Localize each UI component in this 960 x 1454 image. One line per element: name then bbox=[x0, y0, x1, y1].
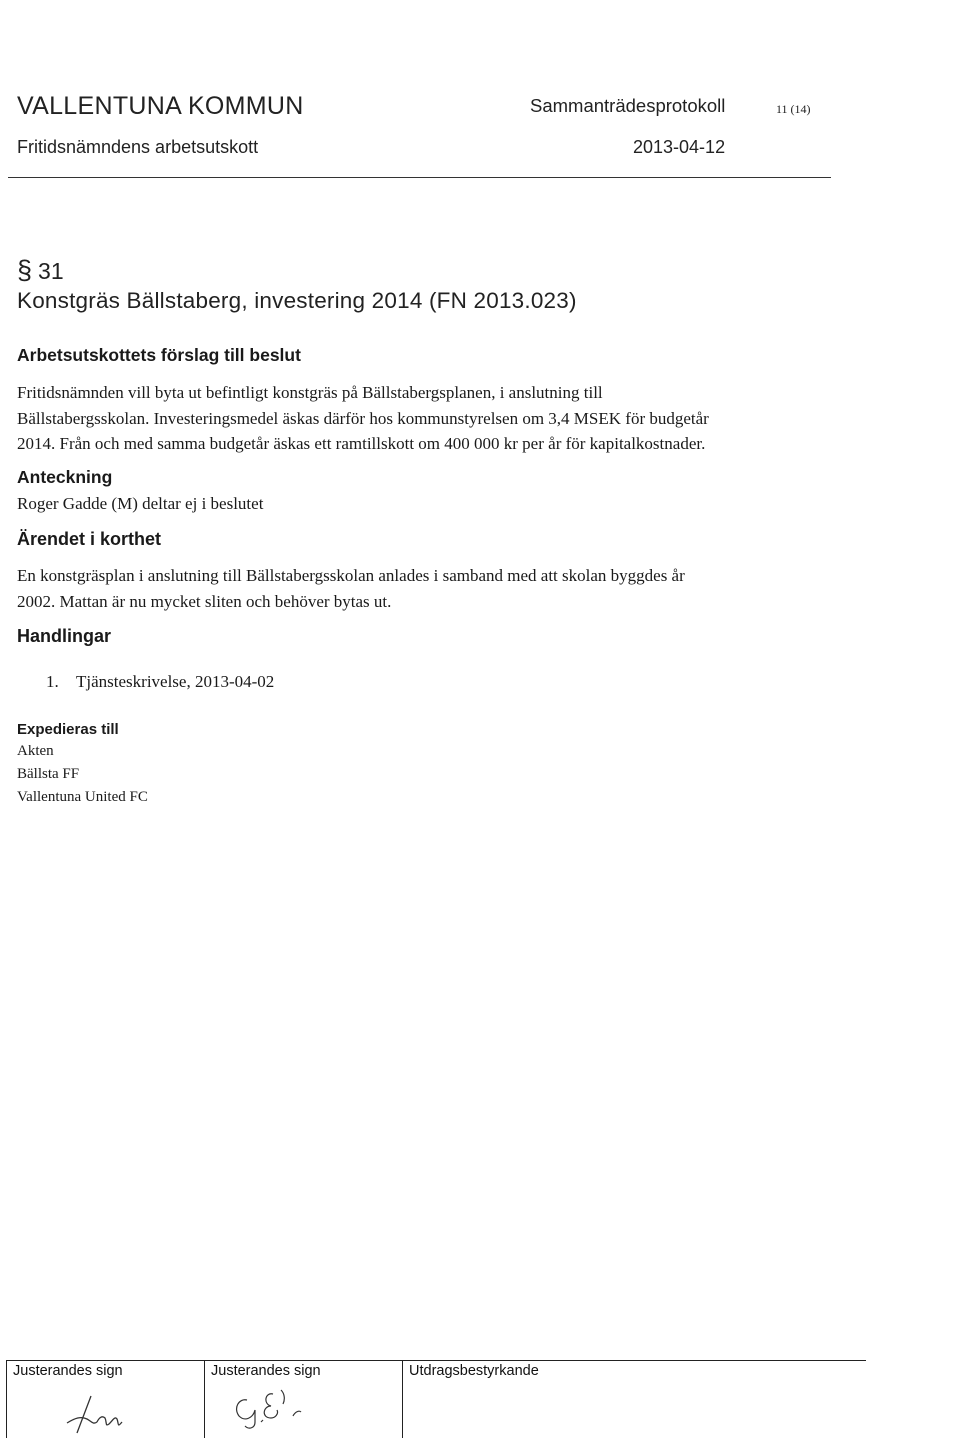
department-name: Fritidsnämndens arbetsutskott bbox=[17, 137, 259, 157]
page-number: 11 (14) bbox=[776, 102, 811, 116]
signature-box-1 bbox=[6, 1360, 205, 1438]
signature-box-3 bbox=[402, 1360, 867, 1438]
signature-label-3: Utdragsbestyrkande bbox=[409, 1363, 539, 1379]
proposal-line: 2014. Från och med samma budgetår äskas ett ramtillskott om 400 000 kr per år för kapitalkostnader. bbox=[17, 434, 706, 453]
proposal-heading: Arbetsutskottets förslag till beslut bbox=[17, 345, 301, 365]
proposal-line: Bällstabergsskolan. Investeringsmedel äskas därför hos kommunstyrelsen om 3,4 MSEK för budgetår bbox=[17, 408, 709, 428]
signature-2 bbox=[225, 1382, 335, 1434]
summary-text bbox=[17, 563, 817, 614]
signature-label-2: Justerandes sign bbox=[211, 1363, 321, 1379]
documents-heading: Handlingar bbox=[17, 626, 112, 646]
distribution-heading: Expedieras till bbox=[17, 721, 119, 738]
paragraph-symbol: § bbox=[17, 255, 33, 285]
signature-label-1: Justerandes sign bbox=[13, 1363, 123, 1379]
section-number bbox=[17, 255, 64, 286]
signature-1 bbox=[47, 1378, 137, 1438]
organization-name: VALLENTUNA KOMMUN bbox=[17, 92, 304, 120]
documents-list bbox=[46, 672, 274, 692]
section-title: Konstgräs Bällstaberg, investering 2014 (FN 2013.023) bbox=[17, 288, 577, 313]
list-item-text: Tjänsteskrivelse, 2013-04-02 bbox=[76, 672, 275, 691]
list-item bbox=[46, 672, 274, 692]
header-divider bbox=[8, 177, 831, 178]
signature-box-2 bbox=[204, 1360, 403, 1438]
summary-line: 2002. Mattan är nu mycket sliten och behöver bytas ut. bbox=[17, 591, 392, 611]
section-number-value: 31 bbox=[38, 258, 64, 284]
meeting-date: 2013-04-12 bbox=[633, 137, 726, 157]
recipient: Vallentuna United FC bbox=[17, 789, 148, 805]
note-text: Roger Gadde (M) deltar ej i beslutet bbox=[17, 494, 264, 513]
list-item-number: 1. bbox=[46, 672, 59, 691]
recipient: Bällsta FF bbox=[17, 766, 80, 782]
document-type: Sammanträdesprotokoll bbox=[530, 95, 726, 116]
proposal-line: Fritidsnämnden vill byta ut befintligt konstgräs på Bällstabergsplanen, i anslutning till bbox=[17, 383, 603, 402]
recipient: Akten bbox=[17, 743, 54, 759]
proposal-text bbox=[17, 380, 817, 457]
summary-line: En konstgräsplan i anslutning till Bällstabergsskolan anlades i samband med att skolan byggdes år bbox=[17, 566, 685, 585]
note-heading: Anteckning bbox=[17, 467, 113, 487]
summary-heading: Ärendet i korthet bbox=[17, 529, 162, 549]
